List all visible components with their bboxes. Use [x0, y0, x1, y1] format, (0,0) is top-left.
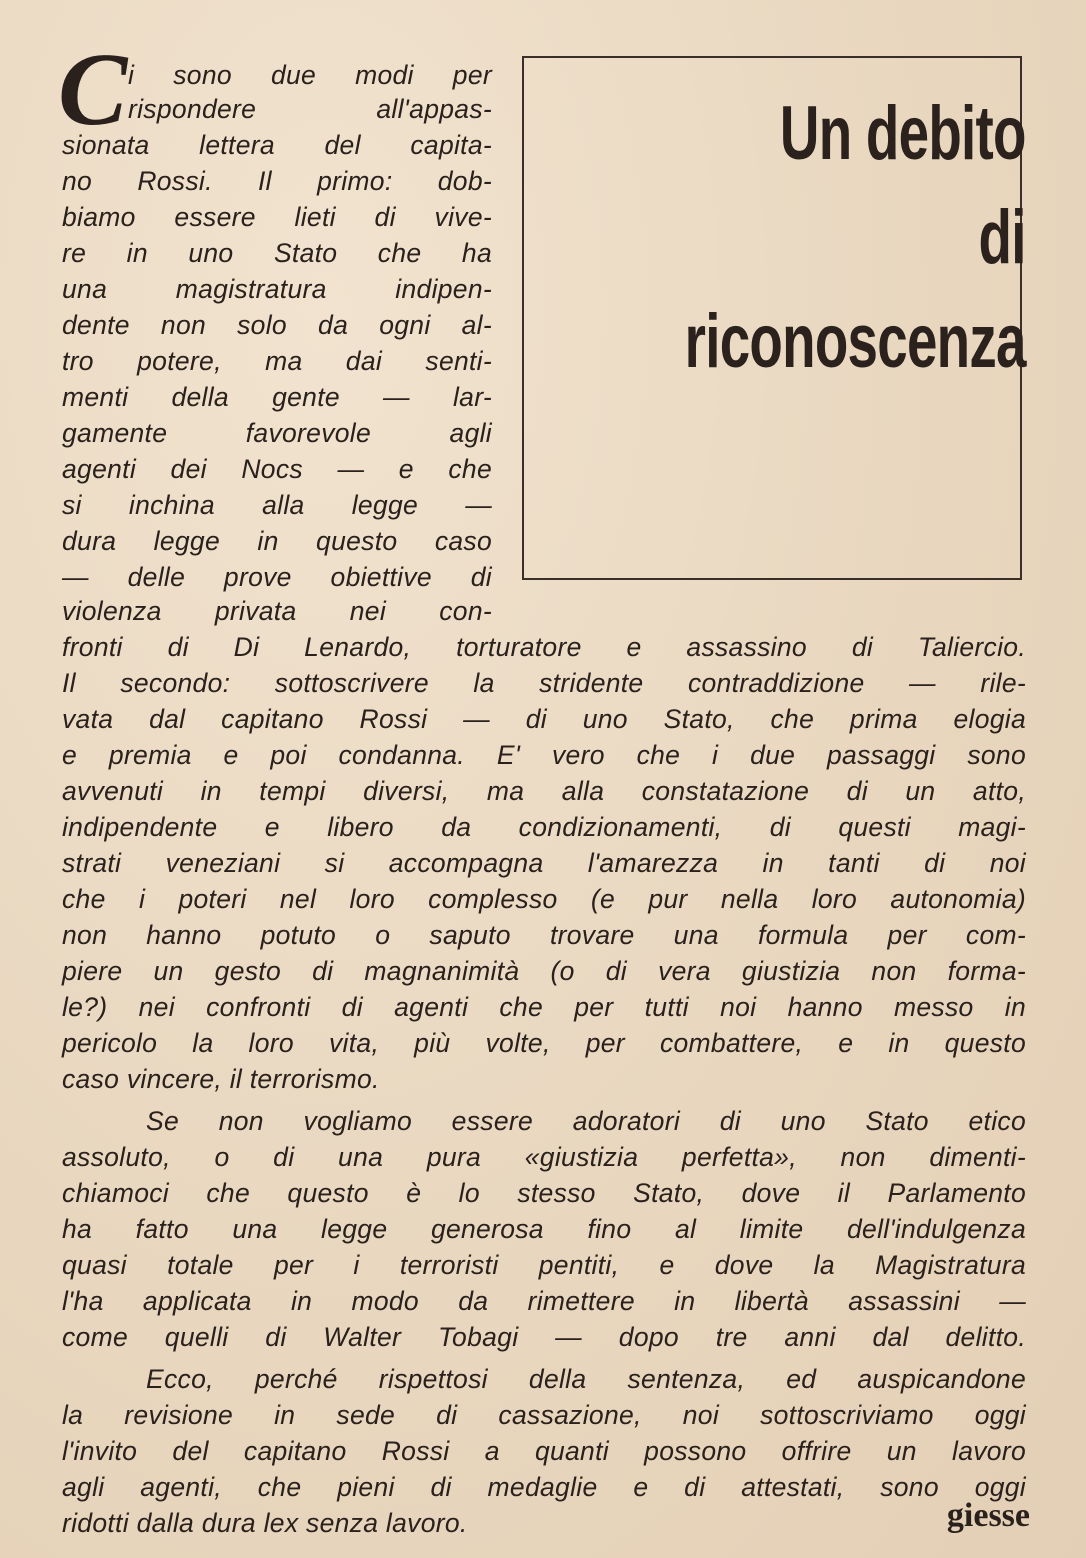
author-signature: giesse — [946, 1497, 1030, 1534]
text-line: i sono due modi per — [128, 60, 492, 90]
text-line: no Rossi. Il primo: dob- — [62, 166, 492, 196]
text-line: piere un gesto di magnanimità (o di vera giustizia non forma- — [62, 956, 1026, 986]
article-title — [685, 82, 1026, 394]
title-line: Un debito — [780, 91, 1026, 176]
text-line: biamo essere lieti di vive- — [62, 202, 492, 232]
text-line: agli agenti, che pieni di medaglie e di attestati, sono oggi — [62, 1472, 1026, 1502]
text-line: gamente favorevole agli — [62, 418, 492, 448]
text-line: sionata lettera del capita- — [62, 130, 492, 160]
text-line: la revisione in sede di cassazione, noi sottoscriviamo oggi — [62, 1400, 1026, 1430]
text-line: menti della gente — lar- — [62, 382, 492, 412]
text-line: — delle prove obiettive di — [62, 562, 492, 592]
text-line: l'invito del capitano Rossi a quanti possono offrire un lavoro — [62, 1436, 1026, 1466]
text-line: tro potere, ma dai senti- — [62, 346, 492, 376]
text-line: avvenuti in tempi diversi, ma alla constatazione di un atto, — [62, 776, 1026, 806]
text-line: quasi totale per i terroristi pentiti, e dove la Magistratura — [62, 1250, 1026, 1280]
text-line: indipendente e libero da condizionamenti, di questi magi- — [62, 812, 1026, 842]
text-line: violenza privata nei con- — [62, 596, 492, 626]
text-line: re in uno Stato che ha — [62, 238, 492, 268]
text-line: vata dal capitano Rossi — di uno Stato, che prima elogia — [62, 704, 1026, 734]
text-line: rispondere all'appas- — [128, 94, 492, 124]
text-line: si inchina alla legge — — [62, 490, 492, 520]
text-line: l'ha applicata in modo da rimettere in libertà assassini — — [62, 1286, 1026, 1316]
text-line: caso vincere, il terrorismo. — [62, 1064, 380, 1094]
text-line: Ecco, perché rispettosi della sentenza, ed auspicandone — [146, 1364, 1026, 1394]
drop-cap: C — [58, 32, 128, 147]
text-line: strati veneziani si accompagna l'amarezza in tanti di noi — [62, 848, 1026, 878]
text-line: assoluto, o di una pura «giustizia perfetta», non dimenti- — [62, 1142, 1026, 1172]
text-line: che i poteri nel loro complesso (e pur nella loro autonomia) — [62, 884, 1026, 914]
text-line: fronti di Di Lenardo, torturatore e assassino di Taliercio. — [62, 632, 1026, 662]
text-line: le?) nei confronti di agenti che per tutti noi hanno messo in — [62, 992, 1026, 1022]
text-line: dente non solo da ogni al- — [62, 310, 492, 340]
text-line: dura legge in questo caso — [62, 526, 492, 556]
title-line: riconoscenza — [684, 299, 1026, 384]
text-line: ridotti dalla dura lex senza lavoro. — [62, 1508, 468, 1538]
text-line: Se non vogliamo essere adoratori di uno Stato etico — [146, 1106, 1026, 1136]
text-line: agenti dei Nocs — e che — [62, 454, 492, 484]
text-line: una magistratura indipen- — [62, 274, 492, 304]
text-line: pericolo la loro vita, più volte, per combattere, e in questo — [62, 1028, 1026, 1058]
text-line: e premia e poi condanna. E' vero che i due passaggi sono — [62, 740, 1026, 770]
text-line: come quelli di Walter Tobagi — dopo tre anni dal delitto. — [62, 1322, 1026, 1352]
text-line: non hanno potuto o saputo trovare una formula per com- — [62, 920, 1026, 950]
text-line: chiamoci che questo è lo stesso Stato, dove il Parlamento — [62, 1178, 1026, 1208]
text-line: Il secondo: sottoscrivere la stridente contraddizione — rile- — [62, 668, 1026, 698]
text-line: ha fatto una legge generosa fino al limite dell'indulgenza — [62, 1214, 1026, 1244]
title-line: di — [978, 195, 1026, 280]
